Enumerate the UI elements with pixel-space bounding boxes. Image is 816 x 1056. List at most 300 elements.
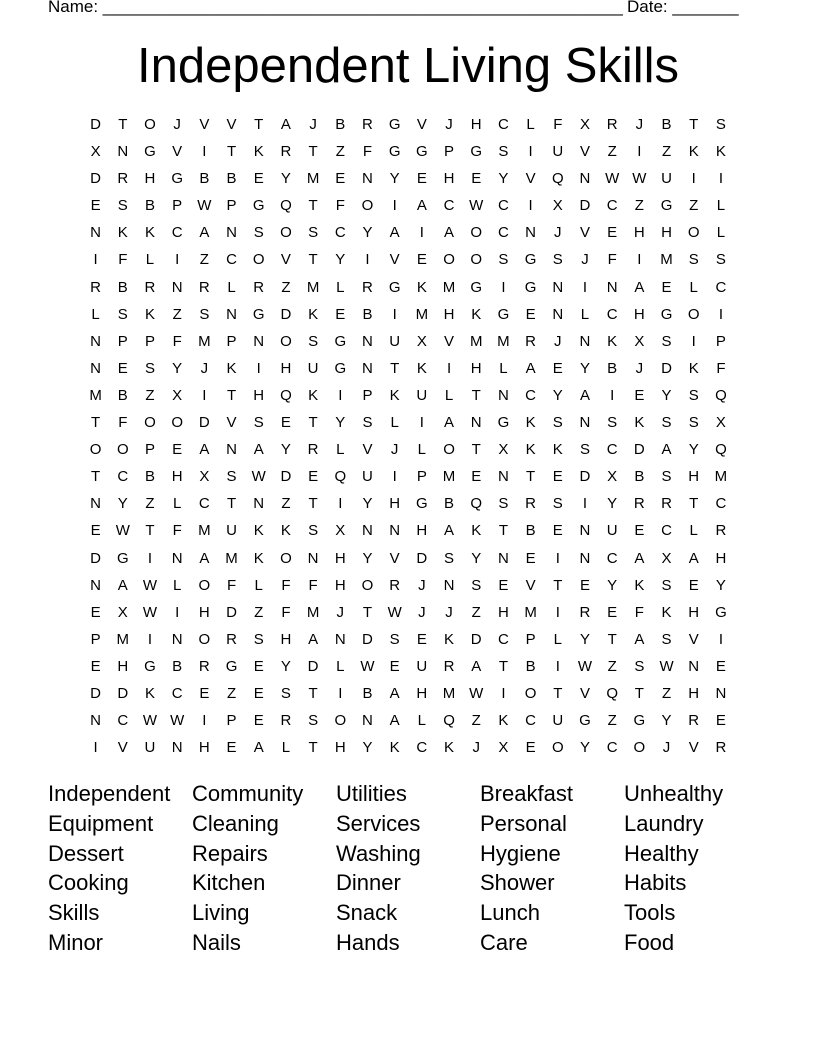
grid-letter: B — [661, 116, 672, 133]
grid-letter: N — [579, 170, 591, 188]
grid-letter: H — [470, 116, 482, 133]
grid-letter: L — [336, 278, 345, 296]
grid-letter: I — [392, 197, 397, 215]
grid-letter: S — [471, 576, 482, 594]
grid-letter: F — [716, 359, 726, 377]
grid-letter: W — [577, 657, 593, 675]
grid-letter: L — [254, 576, 263, 594]
grid-letter: M — [497, 332, 510, 350]
grid-letter: U — [416, 657, 428, 675]
grid-letter: G — [388, 278, 401, 296]
grid-letter: N — [226, 305, 237, 323]
grid-letter: K — [525, 414, 536, 432]
grid-letter: N — [90, 224, 102, 242]
grid-letter: T — [390, 359, 400, 377]
grid-letter: G — [579, 712, 591, 730]
grid-letter: X — [416, 332, 427, 350]
grid-letter: A — [389, 224, 400, 242]
grid-letter: V — [117, 739, 128, 757]
grid-row — [82, 436, 735, 463]
grid-letter: L — [390, 414, 399, 432]
grid-letter: Z — [254, 603, 264, 621]
grid-letter: M — [660, 251, 673, 269]
name-field-line: Name: _______________________________________________________ — [48, 0, 623, 16]
grid-letter: E — [715, 712, 726, 730]
grid-letter: L — [689, 522, 698, 540]
grid-letter: N — [525, 224, 537, 242]
grid-letter: Y — [362, 739, 373, 757]
grid-letter: I — [147, 549, 153, 567]
grid-letter: K — [253, 143, 264, 161]
grid-letter: A — [471, 657, 482, 675]
grid-letter: V — [389, 251, 400, 269]
grid-letter: O — [198, 576, 211, 594]
grid-letter: L — [716, 197, 726, 215]
grid-letter: N — [307, 549, 319, 567]
grid-letter: H — [416, 684, 428, 702]
grid-letter: F — [553, 116, 563, 133]
grid-letter: E — [90, 657, 101, 675]
grid-letter: I — [582, 495, 588, 513]
grid-letter: Q — [280, 197, 292, 215]
grid-letter: F — [118, 251, 128, 269]
grid-letter: N — [226, 224, 237, 242]
grid-letter: E — [416, 251, 427, 269]
grid-letter: R — [198, 657, 210, 675]
grid-letter: N — [362, 332, 373, 350]
grid-letter: K — [389, 739, 400, 757]
grid-letter: T — [118, 116, 128, 133]
grid-letter: O — [280, 332, 292, 350]
grid-letter: E — [253, 657, 264, 675]
grid-letter: L — [526, 116, 535, 133]
grid-letter: J — [336, 603, 345, 621]
grid-letter: C — [497, 116, 509, 133]
grid-letter: Z — [199, 251, 209, 269]
grid-letter: D — [661, 359, 672, 377]
grid-letter: R — [525, 495, 537, 513]
grid-letter: A — [389, 684, 400, 702]
grid-letter: I — [419, 224, 424, 242]
grid-letter: Y — [715, 576, 726, 594]
grid-letter: T — [498, 522, 508, 540]
grid-letter: Y — [280, 657, 291, 675]
grid-letter: L — [336, 657, 345, 675]
grid-letter: I — [365, 251, 370, 269]
grid-letter: E — [253, 712, 264, 730]
grid-letter: K — [144, 224, 155, 242]
grid-letter: T — [308, 414, 318, 432]
grid-letter: H — [117, 657, 129, 675]
grid-letter: E — [552, 522, 563, 540]
grid-letter: S — [715, 251, 726, 269]
grid-letter: J — [445, 603, 453, 621]
grid-letter: J — [472, 739, 480, 757]
grid-letter: P — [444, 143, 455, 161]
grid-letter: E — [715, 657, 726, 675]
grid-letter: T — [553, 576, 563, 594]
grid-letter: Q — [280, 386, 292, 404]
grid-letter: P — [144, 441, 155, 459]
grid-letter: I — [528, 197, 533, 215]
grid-letter: D — [416, 549, 428, 567]
grid-row — [82, 653, 735, 680]
grid-letter: E — [280, 414, 291, 432]
grid-letter: U — [226, 522, 237, 540]
grid-letter: S — [144, 359, 155, 377]
grid-letter: I — [93, 251, 98, 269]
grid-letter: B — [525, 522, 536, 540]
grid-letter: Y — [607, 576, 618, 594]
grid-letter: C — [497, 197, 509, 215]
grid-letter: E — [579, 576, 590, 594]
grid-letter: E — [634, 386, 645, 404]
grid-row — [82, 463, 735, 490]
grid-letter: I — [501, 684, 506, 702]
grid-letter: H — [443, 305, 455, 323]
grid-letter: N — [90, 576, 102, 594]
grid-letter: A — [444, 522, 455, 540]
grid-letter: U — [552, 143, 564, 161]
grid-letter: Y — [579, 630, 590, 648]
grid-letter: M — [306, 278, 320, 296]
grid-row — [82, 328, 735, 355]
grid-letter: O — [116, 441, 129, 459]
grid-letter: Q — [470, 495, 483, 513]
grid-letter: G — [497, 414, 510, 432]
grid-letter: N — [171, 549, 183, 567]
grid-letter: T — [308, 251, 318, 269]
grid-letter: A — [688, 549, 699, 567]
grid-letter: E — [471, 468, 482, 486]
grid-letter: Z — [281, 278, 291, 296]
grid-letter: D — [90, 116, 102, 133]
grid-letter: N — [171, 739, 183, 757]
grid-letter: S — [498, 251, 509, 269]
grid-letter: Z — [145, 386, 155, 404]
grid-letter: R — [715, 522, 727, 540]
grid-letter: I — [718, 630, 723, 648]
grid-letter: K — [144, 684, 155, 702]
word-list-item: Independent — [48, 781, 171, 806]
grid-letter: I — [93, 739, 98, 757]
grid-letter: Z — [471, 712, 481, 730]
grid-letter: H — [470, 359, 482, 377]
grid-letter: K — [144, 305, 155, 323]
grid-letter: J — [554, 332, 562, 350]
grid-letter: A — [199, 224, 210, 242]
grid-letter: B — [525, 657, 536, 675]
grid-letter: V — [525, 170, 536, 188]
grid-letter: X — [172, 386, 183, 404]
grid-letter: B — [117, 386, 128, 404]
grid-letter: O — [443, 251, 455, 269]
grid-letter: N — [470, 414, 482, 432]
grid-letter: J — [418, 576, 426, 594]
grid-letter: R — [362, 116, 373, 133]
grid-letter: O — [252, 251, 265, 269]
word-list-item: Washing — [336, 840, 421, 866]
grid-letter: Z — [661, 684, 672, 702]
grid-letter: B — [226, 170, 237, 188]
grid-letter: M — [469, 332, 483, 350]
grid-letter: Y — [607, 495, 618, 513]
grid-letter: V — [525, 576, 536, 594]
grid-row — [82, 707, 735, 734]
grid-row — [82, 517, 735, 544]
grid-row — [82, 626, 735, 653]
grid-letter: X — [335, 522, 346, 540]
grid-letter: P — [144, 332, 155, 350]
grid-letter: L — [716, 224, 726, 242]
grid-letter: I — [718, 305, 723, 323]
grid-letter: O — [280, 224, 292, 242]
grid-letter: E — [471, 170, 482, 188]
grid-letter: D — [90, 684, 102, 702]
grid-letter: X — [498, 441, 509, 459]
grid-letter: K — [688, 143, 699, 161]
grid-letter: G — [416, 495, 428, 513]
grid-letter: U — [606, 522, 618, 540]
grid-row — [82, 246, 735, 273]
grid-letter: W — [142, 712, 158, 730]
word-list-item: Care — [480, 929, 528, 955]
grid-letter: S — [661, 414, 672, 432]
grid-letter: R — [253, 278, 265, 296]
grid-letter: H — [389, 495, 401, 513]
grid-letter: S — [389, 630, 400, 648]
grid-letter: Q — [606, 684, 618, 702]
grid-letter: D — [307, 657, 319, 675]
grid-letter: Y — [362, 549, 373, 567]
grid-letter: N — [171, 630, 183, 648]
grid-letter: E — [661, 278, 672, 296]
grid-letter: O — [551, 739, 564, 757]
grid-letter: X — [199, 468, 210, 486]
grid-letter: T — [308, 684, 318, 702]
grid-letter: E — [308, 468, 319, 486]
grid-letter: H — [280, 630, 292, 648]
grid-letter: E — [498, 576, 509, 594]
grid-letter: T — [689, 495, 699, 513]
grid-letter: W — [251, 468, 266, 486]
grid-letter: K — [715, 143, 726, 161]
grid-letter: S — [444, 549, 455, 567]
grid-letter: I — [147, 630, 153, 648]
grid-letter: A — [579, 386, 590, 404]
grid-letter: I — [392, 468, 397, 486]
word-list-item: Healthy — [624, 840, 699, 866]
grid-letter: G — [225, 657, 238, 675]
grid-letter: A — [389, 712, 400, 730]
grid-letter: F — [281, 576, 291, 594]
grid-letter: W — [142, 576, 158, 594]
grid-letter: A — [253, 739, 264, 757]
word-list-item: Laundry — [624, 810, 704, 836]
grid-letter: Z — [226, 684, 237, 702]
grid-letter: O — [361, 197, 374, 215]
grid-letter: Y — [661, 712, 672, 730]
grid-letter: C — [117, 468, 129, 486]
grid-letter: F — [335, 197, 345, 215]
grid-letter: B — [362, 305, 373, 323]
grid-letter: G — [715, 603, 727, 621]
grid-letter: V — [199, 116, 210, 133]
word-list-item: Cooking — [48, 870, 129, 896]
grid-letter: S — [688, 251, 699, 269]
grid-letter: U — [552, 712, 564, 730]
grid-letter: F — [308, 576, 318, 594]
grid-letter: C — [171, 224, 183, 242]
grid-letter: K — [389, 386, 400, 404]
grid-letter: L — [336, 441, 345, 459]
grid-letter: E — [416, 630, 427, 648]
grid-letter: T — [471, 386, 481, 404]
grid-letter: E — [199, 684, 210, 702]
grid-letter: G — [660, 305, 673, 323]
grid-letter: J — [390, 441, 399, 459]
grid-letter: V — [416, 116, 427, 133]
grid-row — [82, 680, 735, 707]
grid-letter: E — [552, 468, 563, 486]
grid-letter: K — [280, 522, 291, 540]
grid-letter: C — [334, 224, 346, 242]
grid-letter: C — [198, 495, 210, 513]
grid-letter: I — [610, 386, 615, 404]
grid-letter: H — [334, 576, 346, 594]
date-field-line: Date: _______ — [627, 0, 739, 16]
grid-letter: O — [198, 630, 211, 648]
grid-letter: N — [226, 441, 237, 459]
grid-letter: Z — [689, 197, 699, 215]
grid-letter: A — [117, 576, 128, 594]
grid-letter: D — [280, 305, 292, 323]
word-list-item: Food — [624, 929, 675, 955]
grid-letter: Z — [634, 197, 644, 215]
grid-letter: K — [471, 305, 482, 323]
grid-letter: E — [552, 359, 563, 377]
grid-letter: G — [524, 278, 537, 296]
grid-letter: I — [637, 251, 642, 269]
grid-letter: E — [525, 305, 536, 323]
grid-letter: P — [525, 630, 536, 648]
word-list-item: Dessert — [48, 840, 124, 866]
grid-letter: E — [607, 224, 618, 242]
grid-letter: F — [281, 603, 291, 621]
grid-letter: R — [661, 495, 672, 513]
grid-letter: L — [689, 278, 698, 296]
grid-letter: L — [444, 386, 454, 404]
grid-row — [82, 599, 735, 626]
grid-letter: A — [199, 549, 210, 567]
grid-letter: H — [688, 468, 700, 486]
grid-letter: I — [392, 305, 397, 323]
grid-letter: A — [253, 441, 264, 459]
grid-letter: A — [634, 549, 645, 567]
grid-letter: T — [689, 116, 699, 133]
grid-letter: A — [634, 630, 645, 648]
grid-letter: T — [308, 495, 318, 513]
grid-letter: I — [419, 414, 424, 432]
grid-letter: P — [416, 468, 427, 486]
grid-letter: G — [144, 657, 156, 675]
grid-letter: H — [198, 603, 210, 621]
grid-letter: N — [253, 495, 265, 513]
grid-letter: H — [334, 739, 346, 757]
grid-letter: E — [688, 576, 699, 594]
grid-letter: Z — [281, 495, 291, 513]
grid-letter: L — [417, 441, 427, 459]
grid-letter: M — [442, 684, 456, 702]
grid-letter: K — [661, 603, 672, 621]
grid-letter: B — [335, 116, 346, 133]
grid-letter: R — [443, 657, 455, 675]
grid-letter: Z — [607, 657, 617, 675]
grid-letter: H — [688, 603, 700, 621]
grid-letter: K — [552, 441, 563, 459]
grid-row — [82, 111, 735, 138]
grid-letter: P — [715, 332, 726, 350]
grid-letter: T — [634, 684, 644, 702]
grid-letter: U — [362, 468, 373, 486]
word-list-item: Habits — [624, 870, 687, 896]
grid-letter: J — [554, 224, 562, 242]
grid-letter: H — [688, 684, 700, 702]
grid-letter: A — [416, 197, 427, 215]
grid-letter: M — [116, 630, 130, 648]
grid-letter: L — [580, 305, 590, 323]
grid-letter: D — [362, 630, 373, 648]
grid-letter: K — [416, 278, 427, 296]
grid-letter: O — [144, 414, 156, 432]
grid-letter: S — [688, 414, 699, 432]
grid-letter: M — [524, 603, 537, 621]
grid-letter: N — [389, 522, 401, 540]
grid-letter: I — [555, 657, 560, 675]
grid-letter: C — [715, 278, 727, 296]
grid-letter: T — [308, 739, 318, 757]
grid-letter: C — [715, 495, 727, 513]
grid-letter: Z — [607, 712, 617, 730]
grid-letter: O — [687, 305, 700, 323]
grid-letter: L — [91, 305, 100, 323]
grid-letter: D — [90, 170, 102, 188]
grid-letter: S — [715, 116, 726, 133]
grid-letter: K — [607, 332, 618, 350]
grid-row — [82, 301, 735, 328]
grid-letter: S — [498, 143, 509, 161]
grid-letter: E — [253, 684, 264, 702]
grid-letter: K — [444, 739, 455, 757]
word-list-item: Snack — [336, 900, 398, 926]
grid-letter: K — [308, 305, 319, 323]
grid-letter: S — [362, 414, 373, 432]
grid-letter: V — [226, 414, 237, 432]
grid-letter: D — [633, 441, 645, 459]
grid-letter: H — [661, 224, 672, 242]
grid-letter: I — [256, 359, 261, 377]
grid-letter: O — [687, 224, 700, 242]
grid-letter: E — [416, 170, 427, 188]
grid-letter: E — [525, 739, 536, 757]
grid-letter: Z — [335, 143, 345, 161]
grid-letter: N — [688, 657, 700, 675]
grid-letter: U — [416, 386, 428, 404]
grid-row — [82, 355, 735, 382]
word-list-item: Minor — [48, 929, 104, 955]
grid-letter: I — [582, 278, 588, 296]
grid-letter: N — [90, 332, 102, 350]
